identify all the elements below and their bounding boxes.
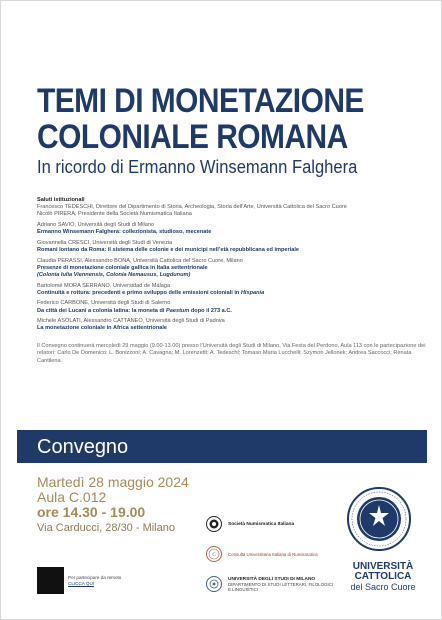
program bbox=[37, 197, 433, 365]
partner-unimi-text bbox=[228, 577, 335, 592]
talk-speaker: Giovannella CRESCI, Università degli Studi di Venezia bbox=[37, 239, 173, 246]
partner-unimi bbox=[205, 573, 335, 595]
talk-title bbox=[37, 290, 433, 297]
talk-title-italic: Paestum bbox=[166, 307, 190, 314]
event-place: Via Carducci, 28/30 - Milano bbox=[37, 522, 175, 534]
talk-title: Romani lontano da Roma: il sistema delle colonie e dei municipi nell’età repubblicana ed imperiale bbox=[37, 247, 300, 253]
talk-speaker: Federico CARBONE, Università degli Studi di Salerno bbox=[37, 300, 171, 307]
talk-item bbox=[37, 222, 433, 236]
sni-logo-icon bbox=[205, 515, 223, 533]
talk-title-text: dopo il 273 a.C. bbox=[189, 307, 232, 314]
talk-title: Presenze di monetazione coloniale gallica in Italia settentrionale bbox=[37, 264, 208, 271]
university-name bbox=[335, 562, 431, 592]
talk-item bbox=[37, 300, 433, 314]
talk-speaker: Adriano SAVIO, Università degli Studi di Milano bbox=[37, 222, 155, 228]
convegno-band bbox=[17, 430, 427, 463]
talk-speaker: Bartolomé MORA SERRANO, Universidad de Málaga bbox=[37, 282, 171, 289]
talk-speaker: Michele ASOLATI, Alessandro CATTANEO, Università degli Studi di Padova bbox=[37, 318, 225, 325]
cuin-logo-icon bbox=[205, 545, 223, 563]
convegno-label: Convegno bbox=[37, 436, 129, 458]
title-block bbox=[37, 83, 427, 178]
talk-item bbox=[37, 258, 433, 280]
university-line-1: UNIVERSITÀ bbox=[352, 561, 414, 572]
partner-name: Consulta Universitaria Italiana di Numismatica bbox=[228, 551, 318, 557]
talk-title-text: Continuità e rottura: precedenti e primo sviluppo delle emissioni coloniali in bbox=[37, 289, 241, 296]
talk-title-italic: Hispania bbox=[240, 289, 265, 296]
talk-title-text: Da città dei Lucani a colonia latina: la moneta di bbox=[37, 307, 166, 314]
talk-title: La monetazione coloniale in Africa settentrionale bbox=[37, 325, 168, 332]
remote-text: Per partecipare da remoto bbox=[68, 575, 122, 580]
talk-item bbox=[37, 283, 433, 297]
qr-code-icon[interactable] bbox=[37, 567, 64, 594]
unimi-logo-icon bbox=[205, 575, 223, 593]
partner-department: DIPARTIMENTO DI STUDI LETTERARI, FILOLOGICI E LINGUISTICI bbox=[228, 581, 334, 592]
title-line-1: TEMI DI MONETAZIONE bbox=[37, 82, 364, 120]
remote-link[interactable]: CLICCA QUI bbox=[68, 581, 95, 586]
talk-title: Ermanno Winsemann Falghera: collezionista, studioso, mecenate bbox=[37, 229, 212, 236]
university-line-2: CATTOLICA bbox=[354, 571, 412, 582]
event-date: Martedì 28 maggio 2024 bbox=[37, 474, 189, 490]
subtitle: In ricordo di Ermanno Winsemann Falghera bbox=[37, 157, 358, 177]
partner-logos bbox=[205, 513, 335, 603]
talk-title bbox=[37, 308, 433, 315]
partner-name: Società Numismatica Italiana bbox=[228, 521, 295, 527]
greeting-line: Francesco TEDESCHI, Direttore del Dipartimento di Storia, Archeologia, Storia dell’Arte, Università Cattolica del Sacro Cuore bbox=[37, 204, 347, 211]
university-line-3: del Sacro Cuore bbox=[350, 582, 416, 592]
talk-speaker: Claudia PERASSI, Alessandro BONA, Università Cattolica del Sacro Cuore, Milano bbox=[37, 257, 243, 264]
event-room: Aula C.012 bbox=[37, 489, 107, 505]
title-line-2: COLONIALE ROMANA bbox=[37, 118, 348, 156]
talk-item bbox=[37, 318, 433, 332]
event-time: ore 14.30 - 19.00 bbox=[37, 504, 146, 520]
partner-name: UNIVERSITÀ DEGLI STUDI DI MILANO bbox=[228, 576, 316, 582]
greetings-section bbox=[37, 197, 433, 219]
continuation-note: Il Convegno continuerà mercoledì 29 maggio (9.00-13.00) presso l’Università degli Studi di Milano, Via Festa del Perdono, Aula 113 con le partecipazione dei relatori: Carlo De Domenico; L. Bonizzoni; A. Cavagna; M. Lorenzetti; A. Tedeschi; Tomaso Maria Lucchelli; Szymon Jellonek; Andrea Saccocci; Renata Cantilena. bbox=[37, 342, 426, 364]
greetings-heading: Saluti istituzionali bbox=[37, 197, 85, 203]
talk-item bbox=[37, 240, 433, 254]
remote-participation bbox=[68, 575, 121, 587]
svg-text:C: C bbox=[212, 553, 216, 558]
talk-title-continued: (Colonia Iulia Viennensis, Colonia Nemausus, Lugdunum) bbox=[37, 272, 191, 278]
partner-cuin bbox=[205, 543, 335, 565]
greeting-line: Nicolò PIRERA, Presidente della Società Numismatica Italiana bbox=[37, 211, 192, 218]
partner-sni bbox=[205, 513, 335, 535]
university-seal-icon bbox=[346, 486, 412, 552]
